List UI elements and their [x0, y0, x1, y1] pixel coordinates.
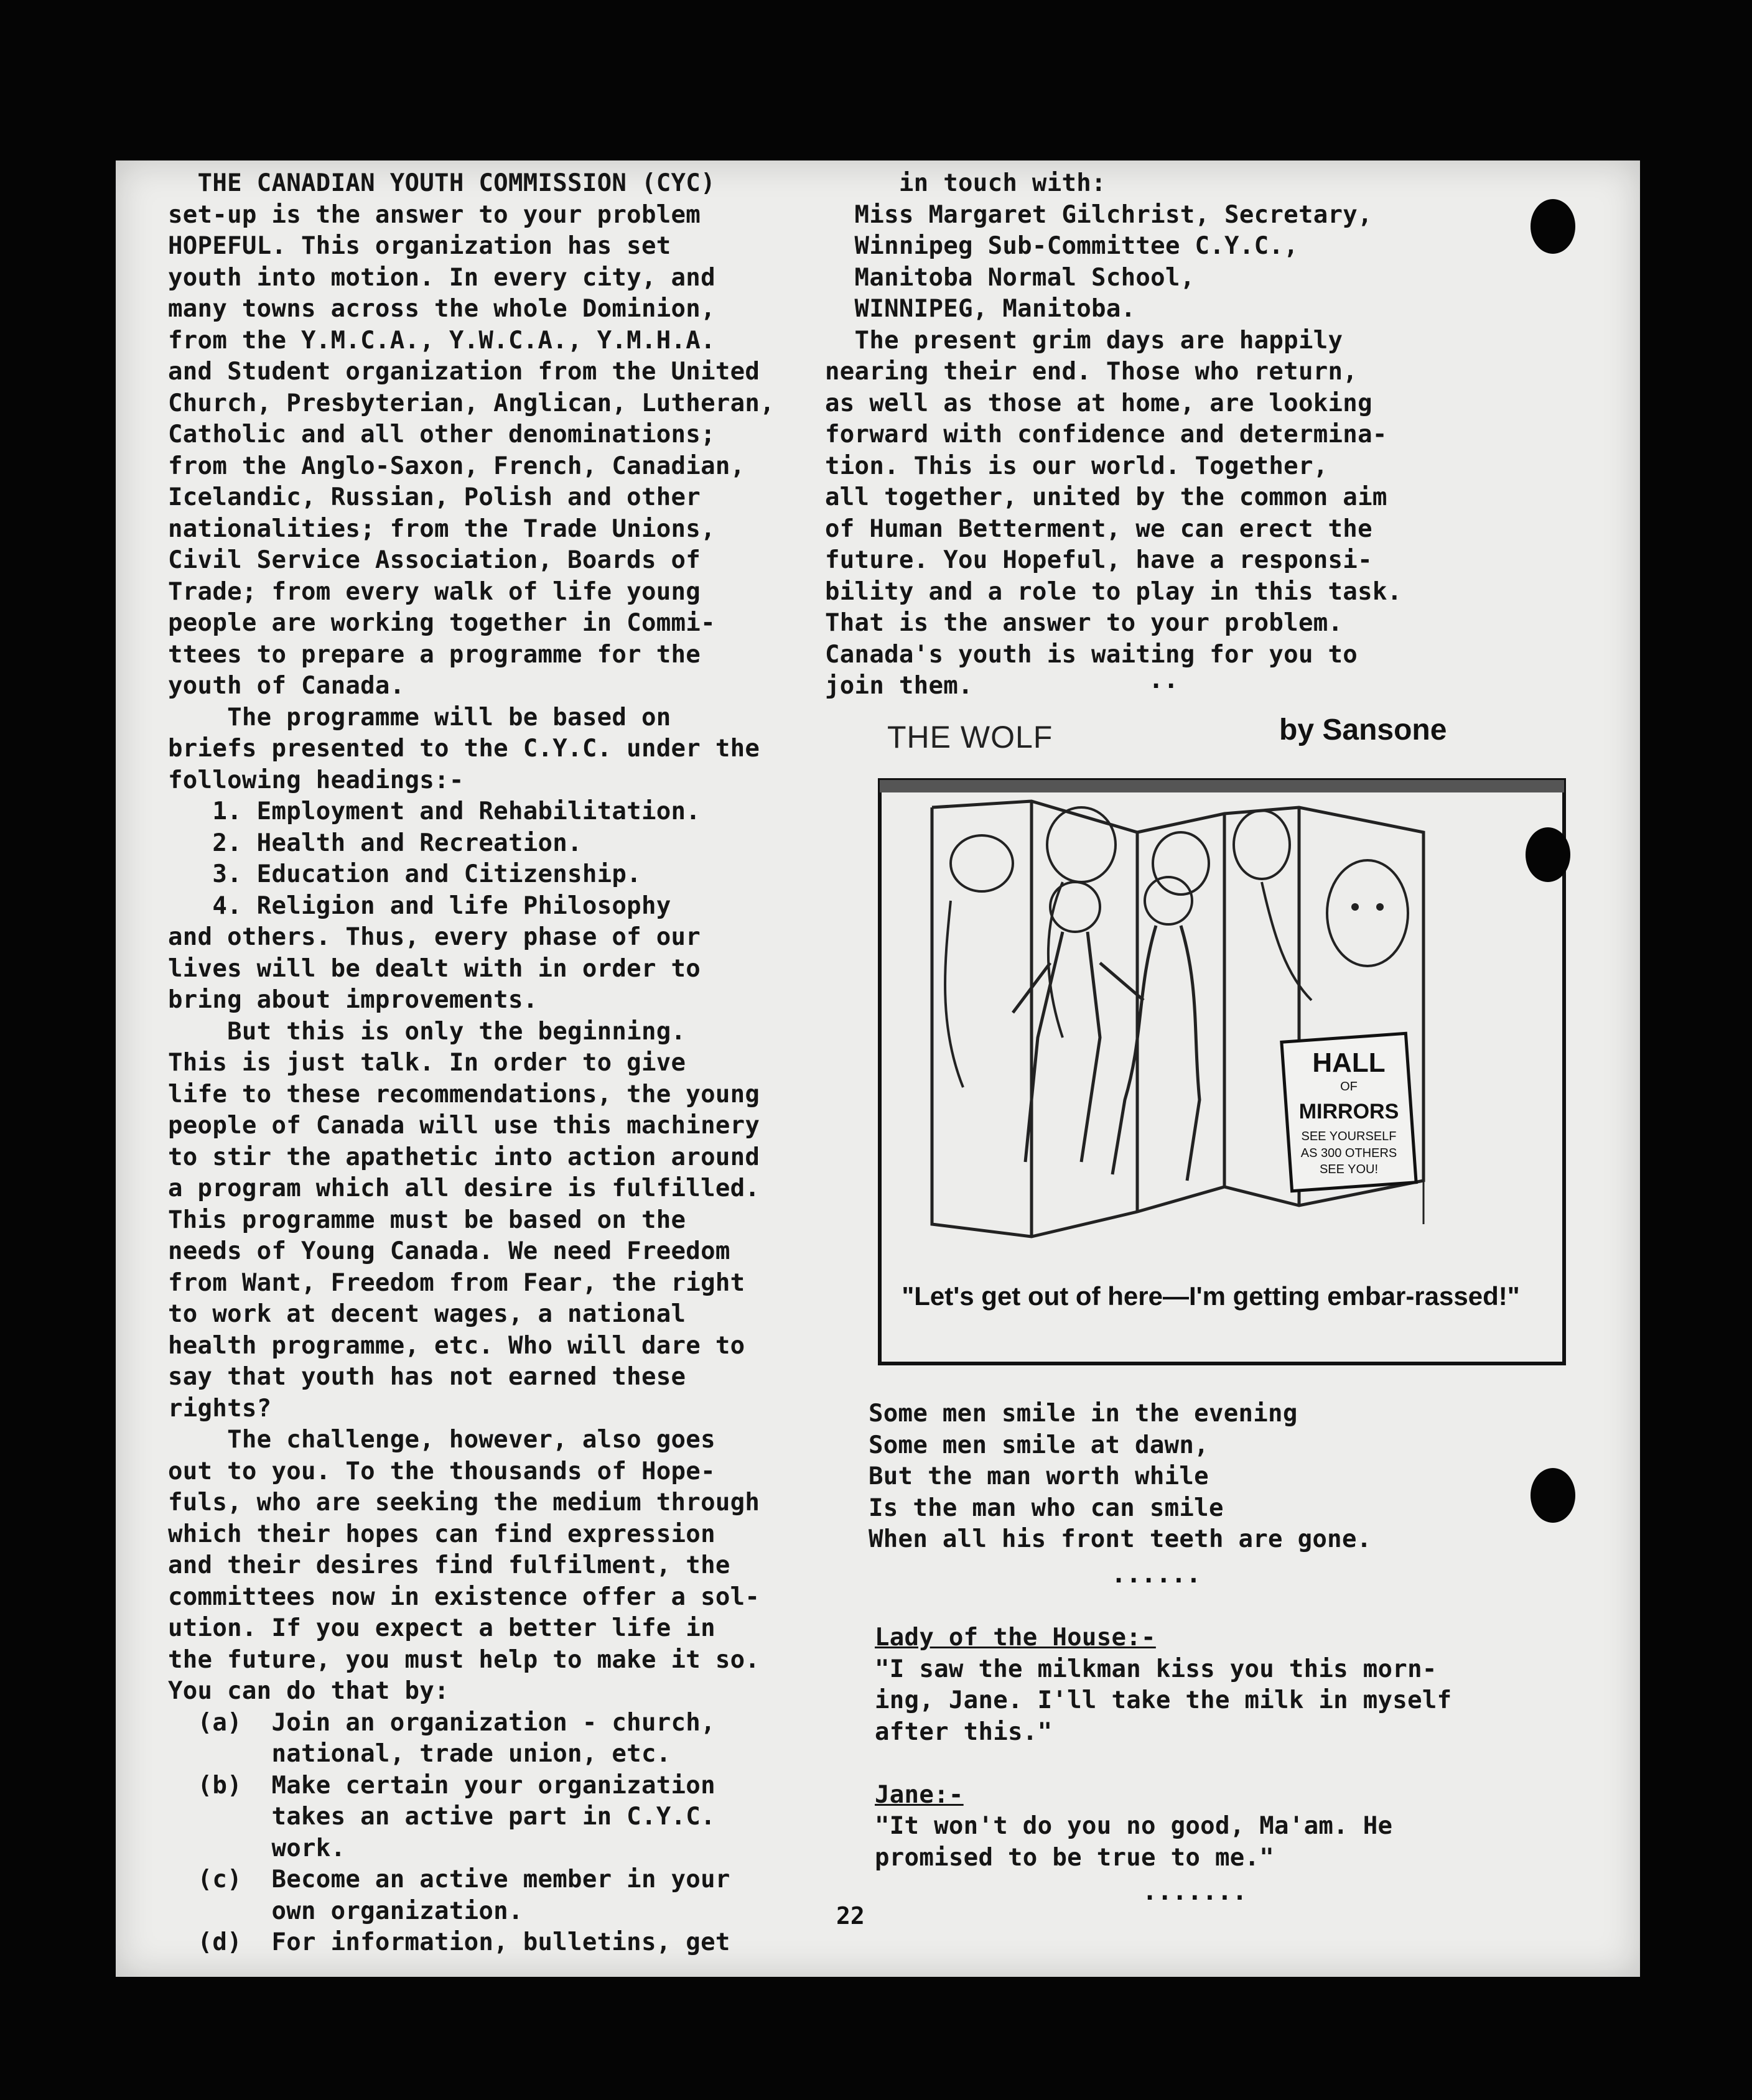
- text-line: The present grim days are happily: [825, 326, 1343, 355]
- poem-line: Is the man who can smile: [869, 1494, 1224, 1522]
- text-line: and their desires find fulfilment, the: [168, 1551, 730, 1579]
- svg-text:HALL: HALL: [1312, 1048, 1386, 1078]
- text-line: in touch with:: [825, 169, 1106, 197]
- poem: [869, 1398, 1372, 1556]
- text-line: 2. Health and Recreation.: [168, 829, 582, 857]
- text-line: HOPEFUL. This organization has set: [168, 232, 671, 260]
- joke-line: "I saw the milkman kiss you this morn-: [875, 1655, 1437, 1683]
- svg-text:OF: OF: [1340, 1080, 1358, 1094]
- text-line: ution. If you expect a better life in: [168, 1614, 715, 1642]
- text-line: You can do that by:: [168, 1677, 449, 1705]
- text-line: from the Anglo-Saxon, French, Canadian,: [168, 452, 745, 480]
- cartoon-title: THE WOLF: [887, 720, 1053, 755]
- text-line: forward with confidence and determina-: [825, 420, 1387, 448]
- text-line: all together, united by the common aim: [825, 483, 1387, 511]
- text-line: youth of Canada.: [168, 672, 405, 700]
- binder-hole: [1526, 827, 1570, 882]
- joke-block: [875, 1622, 1451, 1874]
- text-line: health programme, etc. Who will dare to: [168, 1331, 745, 1360]
- text-line: Icelandic, Russian, Polish and other: [168, 483, 701, 511]
- text-line: nationalities; from the Trade Unions,: [168, 514, 715, 543]
- joke-line: ing, Jane. I'll take the milk in myself: [875, 1686, 1452, 1714]
- text-line: The programme will be based on: [168, 703, 671, 732]
- separator-small: ..: [1149, 666, 1179, 694]
- text-line: 1. Employment and Rehabilitation.: [168, 797, 701, 825]
- poem-line: Some men smile in the evening: [869, 1400, 1298, 1428]
- text-line: That is the answer to your problem.: [825, 609, 1343, 637]
- text-line: bring about improvements.: [168, 986, 538, 1014]
- text-line: (c) Become an active member in your: [168, 1865, 730, 1893]
- text-line: tion. This is our world. Together,: [825, 452, 1328, 480]
- text-line: Miss Margaret Gilchrist, Secretary,: [825, 200, 1372, 229]
- text-line: lives will be dealt with in order to: [168, 954, 701, 983]
- cartoon-illustration: [876, 776, 1568, 1367]
- text-line: work.: [168, 1834, 346, 1862]
- poem-line: Some men smile at dawn,: [869, 1431, 1209, 1459]
- text-line: which their hopes can find expression: [168, 1520, 715, 1548]
- text-line: (a) Join an organization - church,: [168, 1708, 715, 1737]
- svg-text:SEE YOURSELF: SEE YOURSELF: [1301, 1130, 1397, 1143]
- separator-dots: ......: [1111, 1560, 1201, 1589]
- text-line: from Want, Freedom from Fear, the right: [168, 1268, 745, 1297]
- text-line: Trade; from every walk of life young: [168, 577, 701, 606]
- text-line: to stir the apathetic into action around: [168, 1143, 760, 1171]
- svg-text:SEE YOU!: SEE YOU!: [1319, 1163, 1379, 1176]
- text-line: youth into motion. In every city, and: [168, 263, 715, 292]
- text-line: Civil Service Association, Boards of: [168, 546, 701, 574]
- text-line: (b) Make certain your organization: [168, 1771, 715, 1800]
- text-line: briefs presented to the C.Y.C. under the: [168, 735, 760, 763]
- text-line: from the Y.M.C.A., Y.W.C.A., Y.M.H.A.: [168, 326, 715, 355]
- text-line: 4. Religion and life Philosophy: [168, 891, 671, 920]
- text-line: a program which all desire is fulfilled.: [168, 1174, 760, 1202]
- text-line: set-up is the answer to your problem: [168, 200, 701, 229]
- text-line: The challenge, however, also goes: [168, 1426, 715, 1454]
- cartoon-credit: by Sansone: [1279, 713, 1447, 746]
- text-line: Church, Presbyterian, Anglican, Lutheran,: [168, 389, 775, 417]
- text-line: join them.: [825, 672, 973, 700]
- joke-line: promised to be true to me.": [875, 1843, 1275, 1872]
- text-line: Catholic and all other denominations;: [168, 420, 715, 448]
- text-line: following headings:-: [168, 766, 464, 794]
- joke-speaker-jane: Jane:-: [875, 1780, 964, 1809]
- text-line: bility and a role to play in this task.: [825, 577, 1402, 606]
- text-line: own organization.: [168, 1897, 523, 1925]
- text-line: Winnipeg Sub-Committee C.Y.C.,: [825, 232, 1298, 260]
- cartoon-caption: "Let's get out of here—I'm getting embar-rassed!": [902, 1281, 1520, 1311]
- text-line: WINNIPEG, Manitoba.: [825, 295, 1136, 323]
- poem-line: When all his front teeth are gone.: [869, 1525, 1372, 1553]
- text-line: takes an active part in C.Y.C.: [168, 1803, 715, 1831]
- svg-text:MIRRORS: MIRRORS: [1298, 1100, 1399, 1123]
- poem-line: But the man worth while: [869, 1462, 1209, 1490]
- text-line: say that youth has not earned these: [168, 1363, 686, 1391]
- text-line: people are working together in Commi-: [168, 609, 715, 637]
- text-line: THE CANADIAN YOUTH COMMISSION (CYC): [168, 169, 715, 197]
- text-line: out to you. To the thousands of Hope-: [168, 1457, 715, 1485]
- text-line: (d) For information, bulletins, get: [168, 1928, 730, 1956]
- text-line: ttees to prepare a programme for the: [168, 640, 701, 669]
- text-line: life to these recommendations, the young: [168, 1080, 760, 1108]
- text-line: But this is only the beginning.: [168, 1017, 686, 1046]
- text-line: many towns across the whole Dominion,: [168, 295, 715, 323]
- text-line: This programme must be based on the: [168, 1206, 686, 1234]
- text-line: Canada's youth is waiting for you to: [825, 640, 1358, 669]
- end-dots: .......: [1142, 1877, 1247, 1906]
- text-line: nearing their end. Those who return,: [825, 358, 1358, 386]
- hall-of-mirrors-sign: [1282, 1033, 1416, 1191]
- svg-text:AS 300 OTHERS: AS 300 OTHERS: [1300, 1146, 1397, 1160]
- text-line: This is just talk. In order to give: [168, 1049, 686, 1077]
- text-line: and others. Thus, every phase of our: [168, 923, 701, 951]
- joke-speaker-lady: Lady of the House:-: [875, 1624, 1156, 1652]
- text-line: 3. Education and Citizenship.: [168, 860, 641, 888]
- text-line: the future, you must help to make it so.: [168, 1645, 760, 1674]
- binder-hole: [1531, 199, 1575, 254]
- text-line: future. You Hopeful, have a responsi-: [825, 546, 1372, 574]
- joke-line: "It won't do you no good, Ma'am. He: [875, 1812, 1393, 1840]
- page-number: 22: [836, 1902, 865, 1930]
- document-page: [116, 160, 1640, 1977]
- text-line: needs of Young Canada. We need Freedom: [168, 1237, 730, 1265]
- binder-hole: [1531, 1468, 1575, 1523]
- text-line: fuls, who are seeking the medium through: [168, 1489, 760, 1517]
- text-line: of Human Betterment, we can erect the: [825, 514, 1372, 543]
- text-line: as well as those at home, are looking: [825, 389, 1372, 417]
- right-column-top: [825, 168, 1596, 702]
- text-line: committees now in existence offer a sol-: [168, 1582, 760, 1611]
- text-line: to work at decent wages, a national: [168, 1300, 686, 1328]
- text-line: people of Canada will use this machinery: [168, 1112, 760, 1140]
- text-line: rights?: [168, 1394, 272, 1423]
- joke-line: after this.": [875, 1717, 1053, 1746]
- text-line: Manitoba Normal School,: [825, 263, 1195, 292]
- text-line: and Student organization from the United: [168, 358, 760, 386]
- text-line: national, trade union, etc.: [168, 1740, 671, 1768]
- joke-spacer: [875, 1748, 1451, 1780]
